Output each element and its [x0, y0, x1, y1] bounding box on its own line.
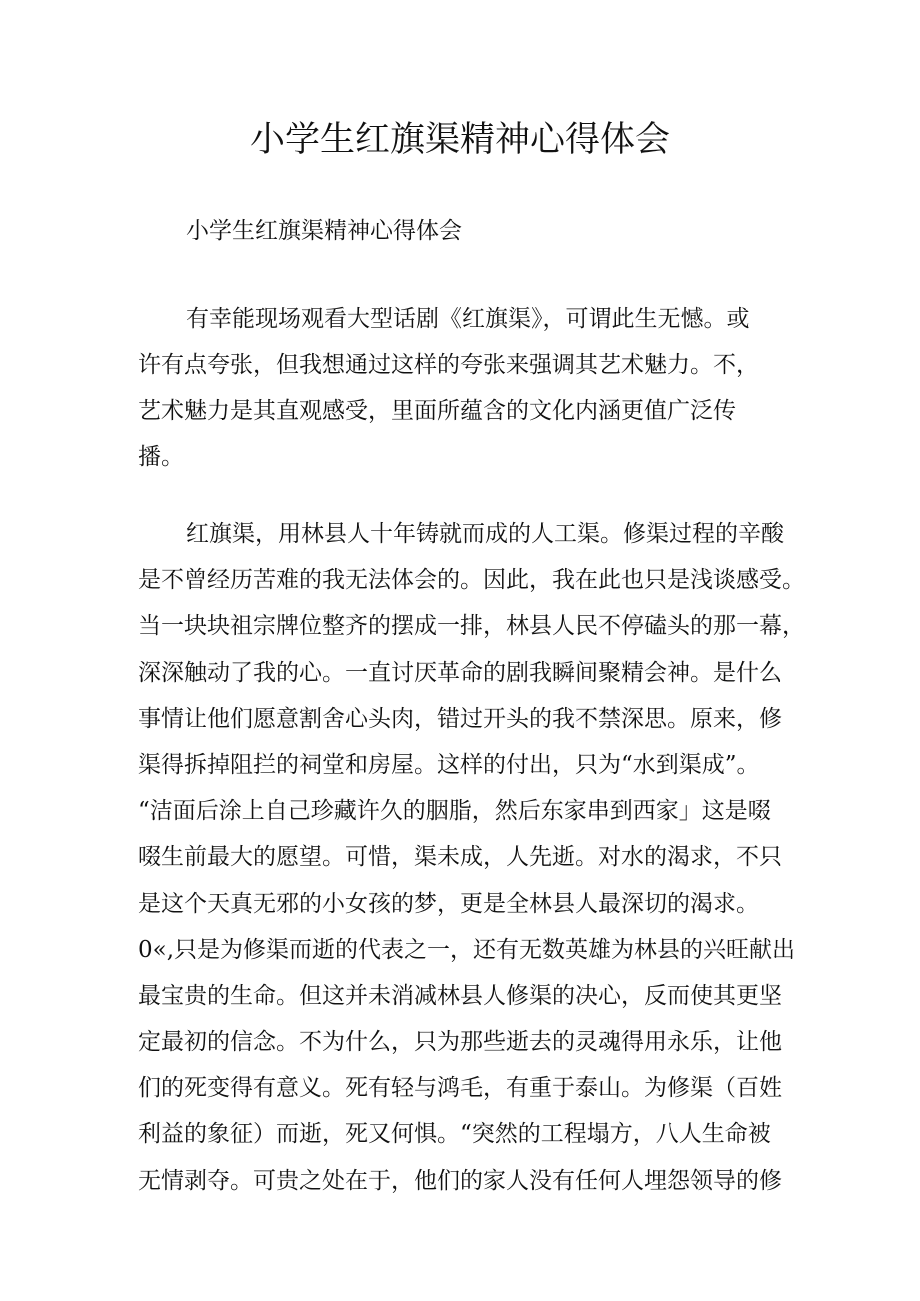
- paragraph-line: 许有点夸张，但我想通过这样的夸张来强调其艺术魅力。不，: [138, 352, 759, 378]
- paragraph-line: 有幸能现场观看大型话剧《红旗渠》，可谓此生无憾。或: [186, 306, 750, 332]
- paragraph-line: 定最初的信念。不为什么，只为那些逝去的灵魂得用永乐，让他: [138, 1029, 782, 1056]
- paragraph-line: 播。: [138, 444, 184, 470]
- paragraph-line: 事情让他们愿意割舍心头肉，错过开头的我不禁深思。原来，修: [138, 705, 782, 732]
- paragraph-line: 无情剥夺。可贵之处在于，他们的家人没有任何人埋怨领导的修: [138, 1167, 782, 1194]
- document-subtitle: 小学生红旗渠精神心得体会: [186, 218, 462, 244]
- paragraph-line: 是这个天真无邪的小女孩的梦，更是全林县人最深切的渴求。: [138, 890, 759, 917]
- paragraph-line: 是不曾经历苦难的我无法体会的。因此，我在此也只是浅谈感受。: [138, 567, 805, 594]
- paragraph-line: 最宝贵的生命。但这并未消减林县人修渠的决心，反而使其更坚: [138, 982, 782, 1009]
- paragraph-1: [138, 296, 778, 480]
- document-title: 小学生红旗渠精神心得体会: [249, 120, 670, 160]
- paragraph-line: 啜生前最大的愿望。可惜，渠未成，人先逝。对水的渴求，不只: [138, 844, 782, 871]
- paragraph-line: 当一块块祖宗牌位整齐的摆成一排，林县人民不停磕头的那一幕，: [138, 613, 805, 640]
- paragraph-line: 艺术魅力是其直观感受，里面所蕴含的文化内涵更值广泛传: [138, 398, 736, 424]
- paragraph-line: 深深触动了我的心。一直讨厌革命的剧我瞬间聚精会神。是什么: [138, 659, 782, 686]
- paragraph-line: 渠得拆掉阻拦的祠堂和房屋。这样的付出，只为“水到渠成”。: [138, 751, 760, 778]
- paragraph-line: 们的死变得有意义。死有轻与鸿毛，有重于泰山。为修渠（百姓: [138, 1075, 782, 1102]
- paragraph-line: 利益的象征）而逝，死又何惧。“突然的工程塌方，八人生命被: [138, 1121, 771, 1148]
- paragraph-line: 红旗渠，用林县人十年铸就而成的人工渠。修渠过程的辛酸: [186, 521, 784, 547]
- paragraph-line: “洁面后涂上自己珍藏许久的胭脂，然后东家串到西家」这是啜: [138, 798, 771, 825]
- paragraph-2: [138, 511, 805, 1204]
- paragraph-line: 0«,只是为修渠而逝的代表之一，还有无数英雄为林县的兴旺献出: [138, 936, 796, 963]
